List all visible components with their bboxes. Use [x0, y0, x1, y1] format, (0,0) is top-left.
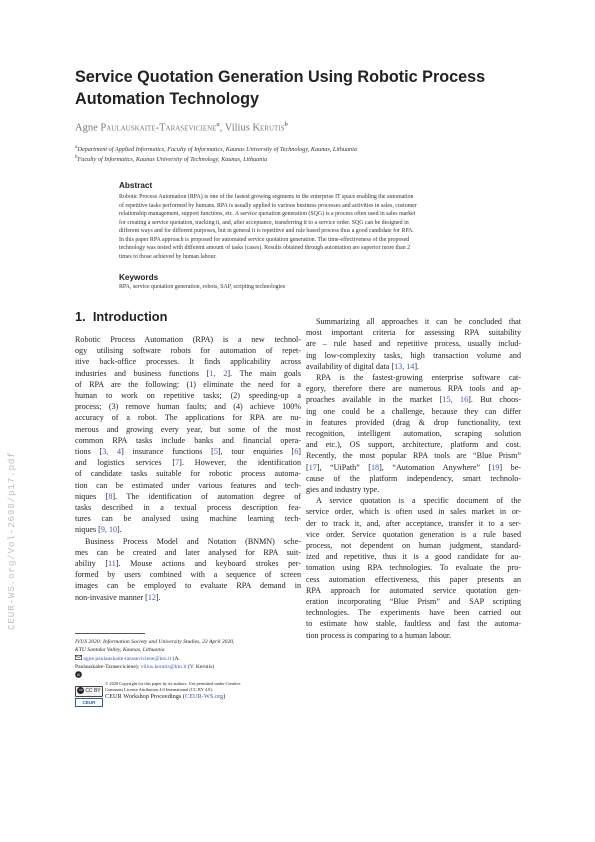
proceedings-text [105, 693, 225, 701]
email1-suffix: (A. [171, 655, 180, 662]
text-line: and etc.), OS support, architecture, platform and cost. [306, 440, 521, 450]
author1-first: Agne [75, 122, 101, 134]
text-line: niques [8]. The identification of automation degree of [75, 491, 301, 501]
text-line: gies and industry type. [306, 485, 380, 495]
affil-b-text: Faculty of Informatics, Kaunas University of Technology, Kaunas, Lithuania [77, 156, 268, 164]
text-line: Business Process Model and Notation (BNMN) sche- [85, 536, 301, 546]
abstract-line: of repetitive tasks performed by humans. RPA is usually applied to various business processes and activities in sales, customer [119, 202, 417, 209]
proceedings-label: CEUR Workshop Proceedings ( [105, 693, 186, 701]
text-line: RPA approach for automated service quotation gen- [306, 585, 521, 595]
text-line: A service quotation is a specific document of the [316, 496, 521, 506]
abstract-line: for creating a service quotation, tracking it, and, after acceptance, transferring it to a service order. SQG can be designed in [119, 219, 409, 226]
text-line: most important criteria for assessing RPA suitability [306, 328, 521, 338]
text-line: recognition, intelligent automation, scraping solution [306, 429, 521, 439]
text-line: niques [9, 10]. [75, 525, 122, 535]
license-line [75, 681, 300, 693]
author2-last: Kerutis [252, 122, 285, 134]
text-line: ized and repetitive, thus it is a good candidate for au- [306, 552, 521, 562]
paper-title [75, 66, 545, 110]
text-line: and logistics services [7]. However, the identification [75, 458, 301, 468]
text-line: ing low-complexity tasks, high transaction volume and [306, 350, 521, 360]
license-line-1: © 2020 Copyright for this paper by its authors. Use permitted under Creative [105, 681, 241, 687]
ceur-link[interactable]: CEUR-WS.org [185, 693, 224, 701]
text-line: der to track it, and, after acceptance, transfer it to a ser- [306, 518, 521, 528]
text-line: of RPA are the following: (1) eliminate the need for a [75, 379, 301, 389]
text-line: tomation using RPA technologies. To evaluate the pro- [306, 563, 521, 573]
text-line: ability [11]. Mouse actions and keyboard strokes per- [75, 559, 301, 569]
affil-b-sup: b [75, 155, 78, 160]
author2-sup: b [284, 121, 288, 128]
abstract-line: technology was tested with different amount of tasks (cases). Results obtained through automation are superior more than 2 [119, 245, 411, 252]
venue-line [75, 646, 300, 654]
ceur-badge: CEUR [75, 698, 103, 707]
conference-name: IVUS 2020: Information Society and University Studies, 23 April 2020, [75, 639, 235, 645]
footnote-rule [75, 633, 145, 634]
text-line: human to work on repetitive tasks; (2) speeding-up a [75, 391, 301, 401]
envelope-icon [75, 655, 82, 663]
email-line-2 [75, 663, 300, 671]
keywords-text: RPA, service quotation generation, robots, SAP, scripting technologies [119, 284, 286, 290]
text-line: vice order. Service quotation generation is a rule based [306, 529, 521, 539]
section-title: Introduction [92, 309, 168, 324]
text-line: cause of the platform independency, smart technolo- [306, 473, 521, 483]
text-line: are – rule based and repetitive process, usually includ- [306, 339, 521, 349]
text-line: Summarizing all approaches it can be concluded that [316, 317, 521, 326]
text-line: technologies. The experiments have been carried out [306, 608, 521, 618]
text-line: mes can be created and later analysed for RPA suit- [75, 547, 301, 557]
venue: KTU Santaka Valley, Kaunas, Lithuania [75, 647, 165, 654]
text-line: [17], “UiPath” [18], “Automation Anywhere” [19] be- [306, 462, 521, 472]
text-line: cess automation effectiveness, this paper presents an [306, 574, 521, 584]
text-line: tasks described in a textual process description fea- [75, 503, 301, 513]
orcid-icon[interactable] [75, 671, 82, 681]
text-line: process, not dependent on human judgment, standard- [306, 541, 521, 551]
title-line-1: Service Quotation Generation Using Robotic Process [75, 68, 486, 86]
abstract-heading: Abstract [119, 181, 153, 190]
text-line: Recently, the most popular RPA tools are “Blue Prism” [306, 451, 521, 461]
text-line: tion process is comparing to a human labour. [306, 630, 452, 640]
text-line: Robotic Process Automation (RPA) is a new technol- [75, 335, 301, 344]
title-line-2: Automation Technology [75, 90, 260, 108]
text-line: accuracy of a robot. The applications for RPA are nu- [75, 413, 301, 423]
abstract-line: different ways and for different purposes, but in general it is repetitive and rule based process thus a good candidate for RPA. [119, 228, 414, 235]
abstract-line: times to those achieved by human labour. [119, 253, 217, 260]
text-line: images can be employed to evaluate RPA demand in [75, 581, 301, 591]
affiliation-b [75, 155, 267, 163]
text-line: service order, which is often used in sales market in or- [306, 507, 521, 517]
text-line: formed by users combined with a sequence of screen [75, 570, 301, 580]
text-line: proaches available in the market [15, 16]. But choos- [306, 395, 521, 405]
text-line: ing one could be a challenge, because they can differ [306, 406, 521, 416]
orcid-label: iD [76, 672, 81, 677]
text-line: of candidate tasks suitable for robotic process automa- [75, 469, 301, 479]
abstract-body [119, 193, 520, 261]
affil-a-text: Department of Applied Informatics, Faculty of Informatics, Kaunas University of Technology, Kaunas, Lithuania [77, 146, 357, 154]
section-number: 1. [75, 309, 86, 324]
affil-a-sup: a [75, 145, 78, 150]
email-link-2[interactable]: vilius.kerutis@ktu.lt [140, 663, 187, 670]
email-line [75, 655, 300, 663]
abstract-line: In this paper RPA approach is proposed for automated service quotation generation. The time-effectiveness of the proposed [119, 236, 410, 243]
conference-line [75, 638, 300, 646]
text-line: in features provided (drag & drop functionality, text [306, 417, 521, 427]
badge-text: CC BY [85, 688, 101, 694]
email1-continuation: Paulauskaite-Taraseviciene); [75, 663, 140, 670]
cc-icon: cc [79, 688, 83, 693]
affiliation-a [75, 145, 357, 153]
license-text [105, 681, 240, 691]
right-column [306, 316, 521, 641]
section-heading [75, 309, 167, 324]
abstract-line: relationship management, support functions, etc. A service quotation generation (SQG) is a process often used in sales market [119, 211, 416, 218]
text-line: itive back-office processes. It finds applicability across [75, 357, 301, 367]
footnote [75, 638, 300, 702]
text-line: common RPA tasks include banks and financial opera- [75, 435, 301, 445]
abstract-line: Robotic Process Automation (RPA) is one of the fastest growing segments in the enterprise IT space enabling the automation [119, 194, 414, 200]
text-line: to estimate how stable, faultless and fast the automa- [306, 619, 521, 629]
text-line: eration incorporating “Blue Prism” and SAP scripting [306, 597, 521, 607]
text-line: RPA is the fastest-growing enterprise software cat- [316, 373, 521, 383]
author-list [75, 121, 288, 134]
proceedings-end: ) [223, 693, 226, 701]
text-line: tion can be estimated under various features and tech- [75, 480, 301, 490]
sidebar-url: CEUR-WS.org/Vol-2698/p17.pdf [6, 451, 17, 630]
text-line: availability of digital data [13, 14]. [306, 361, 420, 371]
author1-last: Paulauskaite-Taraseviciene [100, 122, 217, 134]
author1-sup: a [216, 121, 220, 128]
text-line: non-invasive manner [12]. [75, 592, 161, 602]
keywords-heading: Keywords [119, 273, 159, 282]
email-link-1[interactable]: agne.paulauskaite-taraseviciene@ktu.lt [83, 655, 172, 662]
author2-first: Vilius [224, 122, 253, 134]
text-line: merous and growing every year, but some of the most [75, 424, 301, 434]
text-line: tions [3, 4] insurance functions [5], tour enquiries [6] [75, 447, 301, 457]
email2-suffix: (V. Kerutis) [186, 663, 215, 670]
proceedings-line [75, 693, 300, 702]
orcid-line [75, 671, 300, 681]
author-separator: , [219, 122, 225, 134]
text-line: ogy utilising software robots for automation of repet- [75, 346, 301, 356]
text-line: tures can be analysed using machine learning tech- [75, 514, 301, 524]
left-column [75, 334, 301, 603]
cc-by-badge [75, 686, 103, 697]
text-line: industries and business functions [1, 2]. The main goals [75, 368, 301, 378]
text-line: egory, therefore there are numerous RPA tools and ap- [306, 384, 521, 394]
text-line: process; (3) remove human faults; and (4) achieve 100% [75, 402, 301, 412]
license-line-2: Commons License Attribution 4.0 International (CC BY 4.0). [105, 686, 213, 692]
